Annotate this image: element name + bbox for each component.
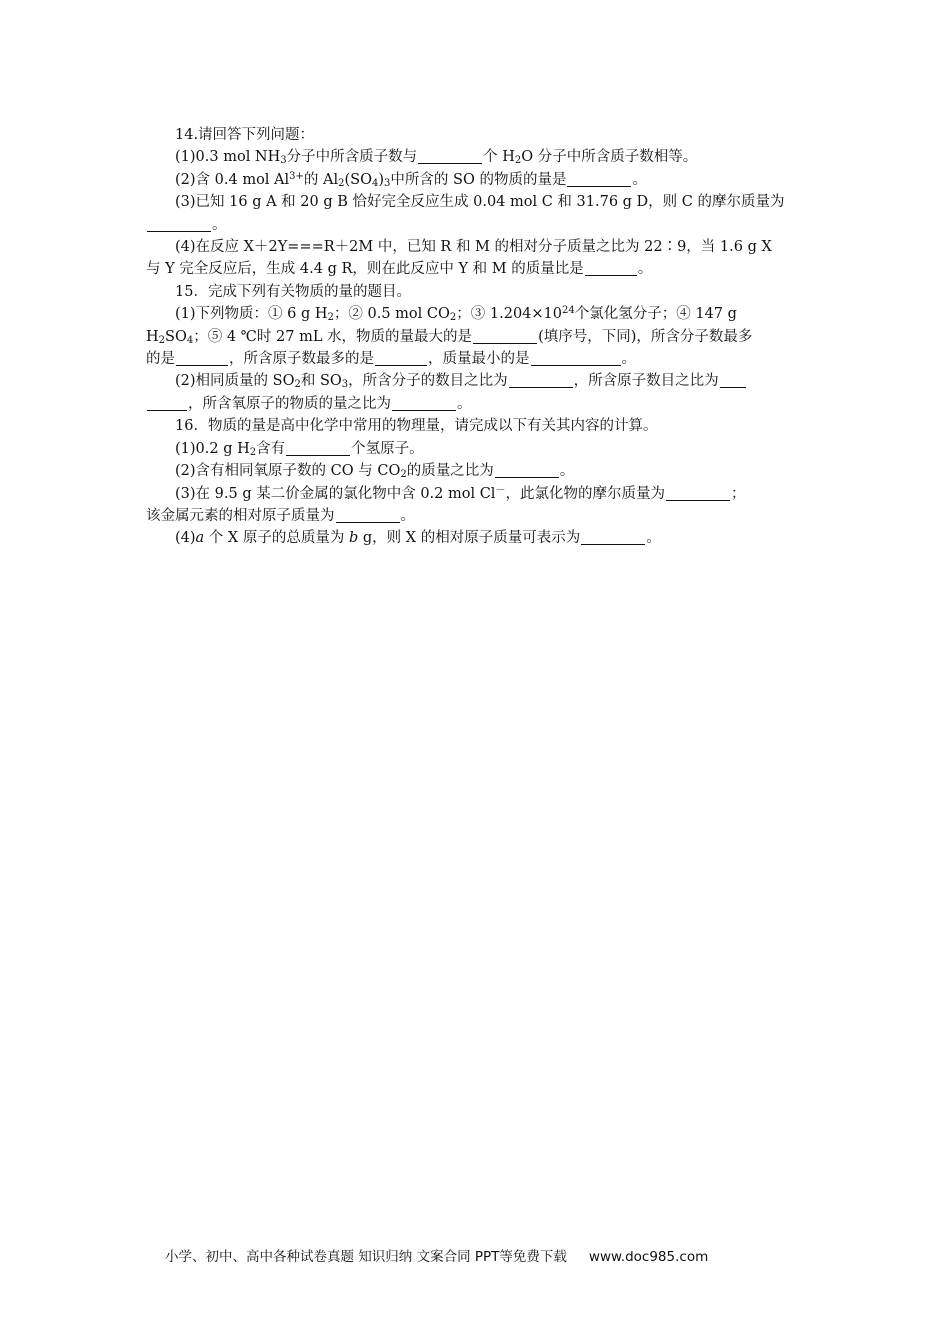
q14-part4-cont: 与 Y 完全反应后，生成 4.4 g R，则在此反应中 Y 和 M 的质量比是 。 bbox=[146, 261, 653, 278]
answer-blank[interactable] bbox=[509, 373, 573, 388]
q14-part4: (4)在反应 X＋2Y===R＋2M 中，已知 R 和 M 的相对分子质量之比为 22∶9，当 1.6 g X bbox=[175, 239, 772, 256]
footer-text: 小学、初中、高中各种试卷真题 知识归纳 文案合同 PPT等免费下载 bbox=[165, 1249, 567, 1265]
answer-blank[interactable] bbox=[495, 463, 559, 478]
q15-part2-cont: ，所含氧原子的物质的量之比为 。 bbox=[146, 393, 808, 415]
answer-blank[interactable] bbox=[473, 329, 537, 344]
document-page bbox=[146, 124, 808, 550]
q14-part1: (1)0.3 mol $NH_3$分子中所含质子数与 个 $H_2O$ 分子中所含质子数相等。 bbox=[175, 149, 698, 167]
footer-site-link[interactable]: www.doc985.com bbox=[588, 1249, 709, 1265]
answer-blank[interactable] bbox=[720, 373, 746, 388]
q15-part1-cont: $H_2SO_4$；⑤ 4 ℃时 27 mL 水，物质的量最大的是 (填序号，下同)，所含分子数最多 bbox=[146, 328, 753, 346]
q16-part2: (2)含有相同氧原子数的 CO 与 $CO_2$的质量之比为 。 bbox=[175, 463, 575, 481]
q14-part3-cont: 。 bbox=[146, 214, 808, 236]
q16-part3-cont: 该金属元素的相对原子质量为 。 bbox=[146, 507, 415, 524]
answer-blank[interactable] bbox=[176, 351, 228, 366]
answer-blank[interactable] bbox=[147, 217, 211, 232]
answer-blank[interactable] bbox=[336, 508, 400, 523]
answer-blank[interactable] bbox=[147, 396, 187, 411]
q15-part1: (1)下列物质：① 6 g $H_2$；② 0.5 mol $CO_2$；③ $1.204\times 10^{24}$个氯化氢分子；④ 147 g bbox=[175, 305, 737, 324]
q16-part3: (3)在 9.5 g 某二价金属的氯化物中含 0.2 mol Cl－，此氯化物的摩尔质量为 ； bbox=[175, 484, 746, 502]
answer-blank[interactable] bbox=[286, 441, 350, 456]
answer-blank[interactable] bbox=[567, 172, 631, 187]
q15-title: 15．完成下列有关物质的量的题目。 bbox=[175, 283, 411, 300]
answer-blank[interactable] bbox=[418, 149, 482, 164]
answer-blank[interactable] bbox=[531, 351, 621, 366]
q15-part1-cont2: 的是 ，所含原子数最多的是 ，质量最小的是 。 bbox=[146, 351, 636, 368]
answer-blank[interactable] bbox=[585, 261, 637, 276]
q16-part4: (4)a 个 X 原子的总质量为 b g，则 X 的相对原子质量可表示为 。 bbox=[175, 530, 661, 547]
answer-blank[interactable] bbox=[392, 396, 456, 411]
answer-blank[interactable] bbox=[581, 530, 645, 545]
q14-part2: (2)含 0.4 mol $Al^{3+}$的 $Al_2(SO_4)_3$中所含的 SO 的物质的量是 。 bbox=[175, 170, 647, 189]
answer-blank[interactable] bbox=[666, 486, 730, 501]
q14-title: 14.请回答下列问题： bbox=[175, 127, 315, 143]
q14-part3: (3)已知 16 g A 和 20 g B 恰好完全反应生成 0.04 mol C 和 31.76 g D，则 C 的摩尔质量为 bbox=[175, 194, 785, 211]
q16-part1: (1)0.2 g $H_2$含有 个氢原子。 bbox=[175, 440, 424, 458]
q15-part2: (2)相同质量的 $SO_2$和 $SO_3$，所含分子的数目之比为 ，所含原子数目之比为 bbox=[146, 370, 808, 392]
q16-title: 16．物质的量是高中化学中常用的物理量，请完成以下有关其内容的计算。 bbox=[175, 418, 658, 435]
page-footer bbox=[165, 1245, 805, 1265]
answer-blank[interactable] bbox=[375, 351, 427, 366]
